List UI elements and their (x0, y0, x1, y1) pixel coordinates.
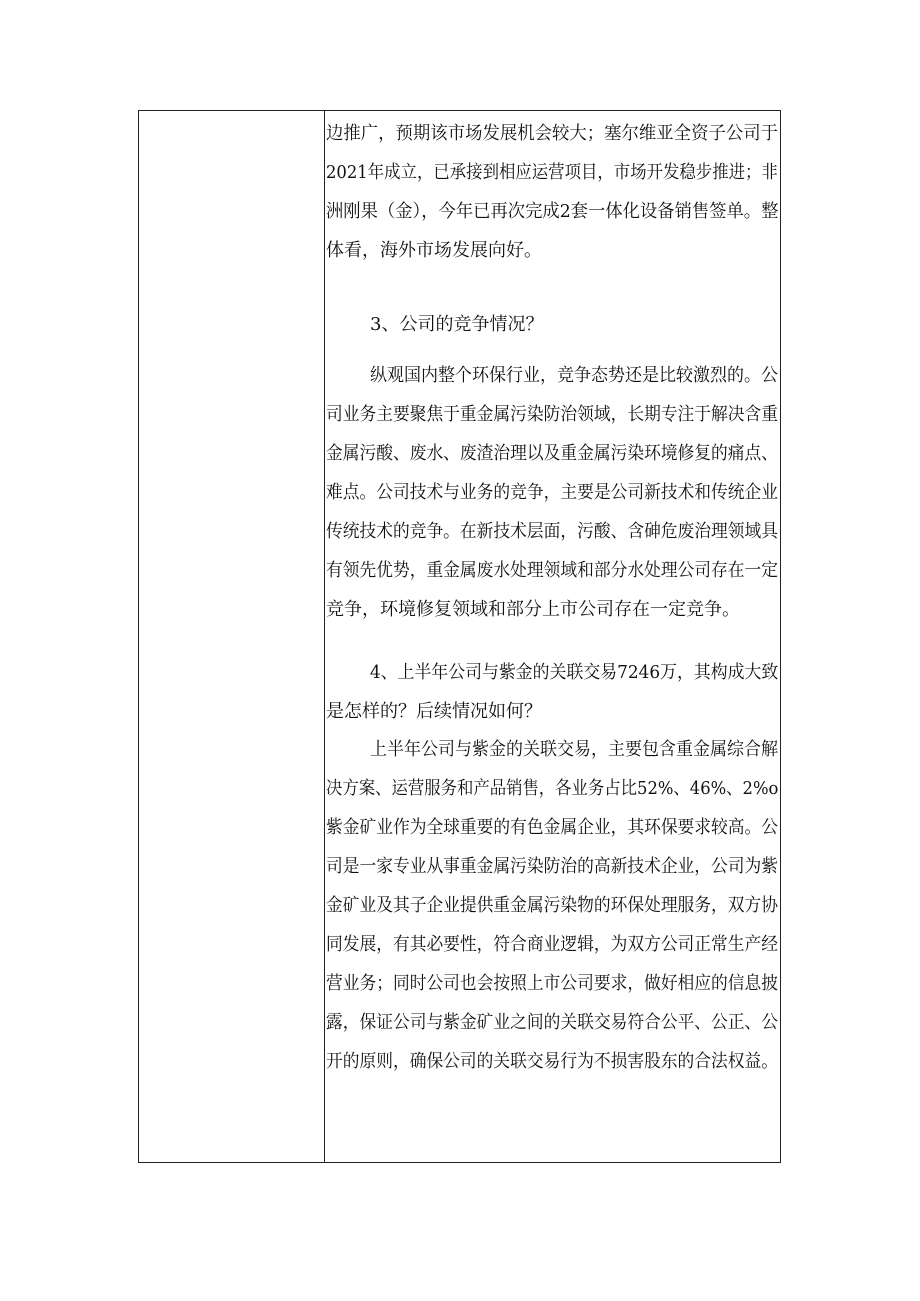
text-line: 是怎样的？后续情况如何？ (326, 701, 542, 722)
text-line: 竞争，环境修复领域和部分上市公司存在一定竞争。 (326, 599, 740, 620)
table-left-cell (139, 111, 324, 1162)
text-line: 洲刚果（金），今年已再次完成2套一体化设备销售签单。整 (326, 201, 779, 222)
text-line: 金矿业及其子企业提供重金属污染物的环保处理服务，双方协 (326, 895, 778, 916)
text-line: 难点。公司技术与业务的竞争，主要是公司新技术和传统企业 (326, 482, 778, 503)
text-line: 3、公司的竞争情况？ (370, 314, 544, 335)
text-line: 露，保证公司与紫金矿业之间的关联交易符合公平、公正、公 (326, 1012, 778, 1033)
text-line: 体看，海外市场发展向好。 (326, 240, 542, 261)
text-line: 紫金矿业作为全球重要的有色金属企业，其环保要求较高。公 (326, 817, 778, 838)
text-line: 4、上半年公司与紫金的关联交易7246万，其构成大致 (370, 662, 779, 683)
text-line: 有领先优势，重金属废水处理领域和部分水处理公司存在一定 (326, 560, 778, 581)
text-line: 纵观国内整个环保行业，竞争态势还是比较激烈的。公 (370, 365, 778, 386)
text-line: 司是一家专业从事重金属污染防治的高新技术企业，公司为紫 (326, 856, 778, 877)
text-line: 传统技术的竞争。在新技术层面，污酸、含砷危废治理领域具 (326, 521, 778, 542)
document-table (138, 110, 781, 1163)
text-line: 2021年成立，已承接到相应运营项目，市场开发稳步推进；非 (326, 162, 778, 183)
text-line: 司业务主要聚焦于重金属污染防治领域，长期专注于解决含重 (326, 404, 778, 425)
text-line: 边推广，预期该市场发展机会较大；塞尔维亚全资子公司于 (326, 123, 778, 144)
text-line: 同发展，有其必要性，符合商业逻辑，为双方公司正常生产经 (326, 934, 778, 955)
text-line: 营业务；同时公司也会按照上市公司要求，做好相应的信息披 (326, 973, 778, 994)
text-line: 上半年公司与紫金的关联交易，主要包含重金属综合解 (370, 739, 778, 760)
text-line: 决方案、运营服务和产品销售，各业务占比52%、46%、2%o (326, 778, 779, 799)
text-line: 金属污酸、废水、废渣治理以及重金属污染环境修复的痛点、 (326, 443, 778, 464)
column-divider (324, 111, 325, 1162)
text-line: 开的原则，确保公司的关联交易行为不损害股东的合法权益。 (326, 1051, 778, 1072)
